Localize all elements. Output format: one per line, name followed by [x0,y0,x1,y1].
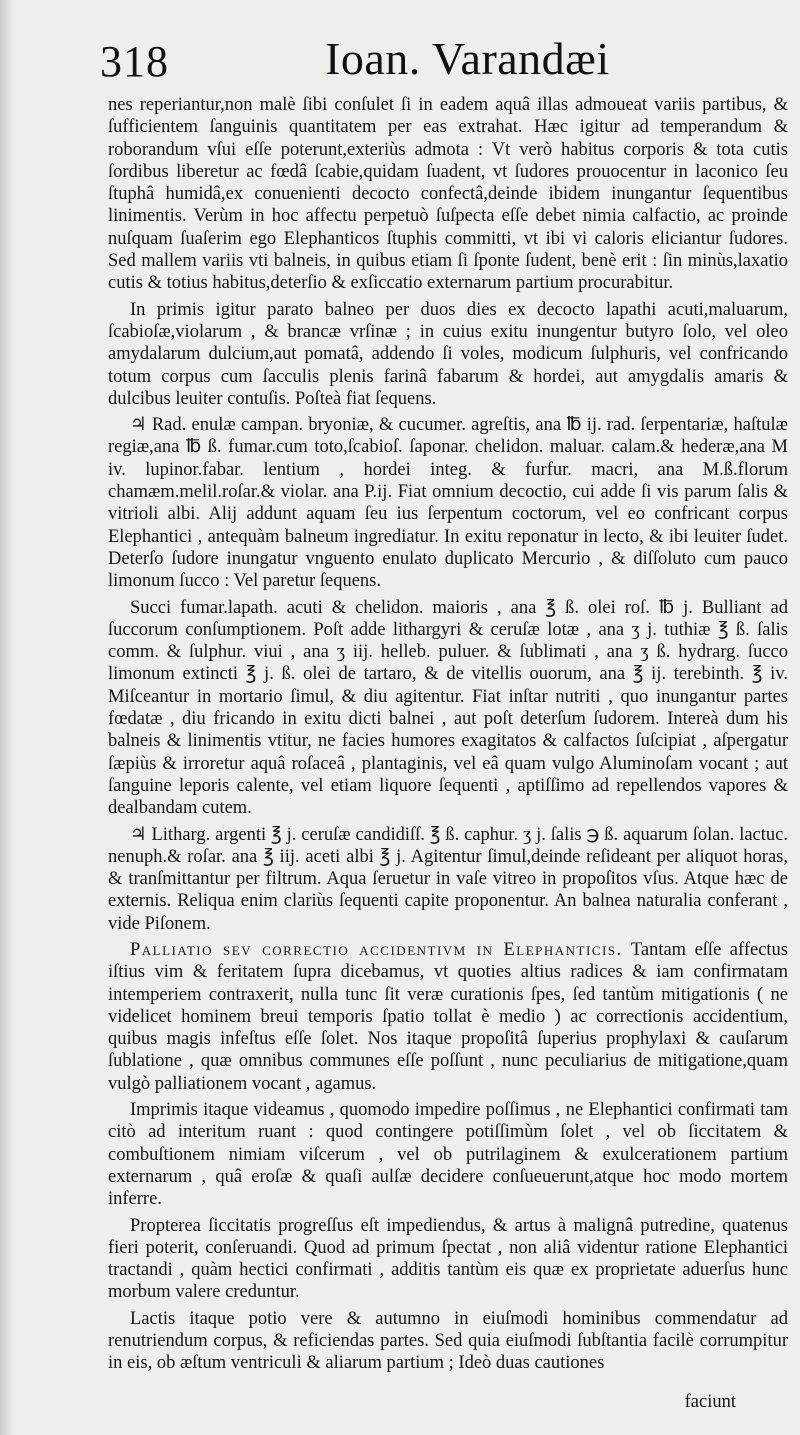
paragraph [108,1099,788,1210]
paragraph-text: Imprimis itaque videamus , quomodo impedire poſſimus , ne Elephantici confirmati tam citò ad interitum ruant : quod contingere potiſſimùm ſolet , vel ob ſiccitatem & combuſtionem nimiam viſcerum , vel ob putrilaginem & exulcerationem partium externarum , quâ eroſæ & quaſi aulſæ decidere conſueuerunt,atque hoc modo mortem inferre. [108,1100,788,1210]
section-heading: Palliatio sev correctio accidentivm in Elephanticis. [130,939,623,960]
paragraph [108,939,788,1095]
paragraph-text: Succi fumar.lapath. acuti & chelidon. maioris , ana ℥ ß. olei roſ. ℔ j. Bulliant ad ſuccorum conſumptionem. Poſt adde lithargyri & ceruſæ lotæ , ana ʒ j. tuthiæ ℥ ß. ſalis comm. & ſulphur. viui , ana ʒ iij. helleb. puluer. & ſublimati , ana ʒ ß. hydrarg. ſucco limonum extincti ℥ j. ß. olei de tartaro, & de vitellis ouorum, ana ℥ ij. terebinth. ℥ iv. Miſceantur in mortario ſimul, & diu agitentur. Fiat inſtar nutriti , quo inungantur partes fœdatæ , diu fricando in exitu dicti balnei , aut poſt deterſum ſudorem. Intereà dum his balneis & linimentis vtitur, ne facies humores exagitatos & calfactos ſuſcipiat , aſpergatur ſæpiùs & irroretur aquâ roſaceâ , plantaginis, vel eâ quam vulgo Aluminoſam vocant ; aut ſanguine leporis calente, vel etiam liquore ſequenti , aptiſſimo ad repellendos vapores & dealbandam cutem. [108,597,788,819]
page-header [100,32,790,92]
paragraph [108,1215,788,1304]
paragraph-text: ♃ Rad. enulæ campan. bryoniæ, & cucumer. agreſtis, ana ℔ ij. rad. ſerpentariæ, haſtulæ regiæ,ana ℔ ß. fumar.cum toto,ſcabioſ. ſaponar. chelidon. maluar. calam.& hederæ,ana M iv. lupinor.fabar. lentium , hordei integ. & furfur. macri, ana M.ß.florum chamæm.melil.roſar.& violar. ana P.ij. Fiat omnium decoctio, cui adde ſi vis parum ſalis & vitrioli albi. Alij addunt aquam ſeu ius ſerpentum coctorum, vel eo confricant corpus Elephantici , antequàm balneum ingrediatur. In exitu reponatur in lecto, & ibi leuiter ſudet. Deterſo ſudore inungatur vnguento enulato duplicato Mercurio , & diſſoluto cum pauco limonum ſucco : Vel paretur ſequens. [108,415,788,592]
paragraph-text: In primis igitur parato balneo per duos dies ex decocto lapathi acuti,maluarum, ſcabioſæ,violarum , & brancæ vrſinæ ; in cuius exitu inungentur butyro ſolo, vel oleo amydalarum dulcium,aut pomatâ, addendo ſi voles, modicum ſulphuris, vel confricando totum corpus cum ſacculis plenis farinâ fabarum & hordei, aut amygdalis amaris & dulcibus leuiter contuſis. Poſteà fiat ſequens. [108,299,788,409]
paragraph [108,597,788,820]
paragraph-text: Propterea ſiccitatis progreſſus eſt impediendus, & artus à malignâ putredine, quatenus fieri poterit, conſeruandi. Quod ad primum ſpectat , non aliâ videntur ratione Elephantici tractandi , quàm hectici confirmati , additis tantùm eis quæ ex proprietate aduerſus hunc morbum valere creduntur. [108,1215,788,1303]
catchword: faciunt [684,1392,736,1412]
paragraph-text: Tantam eſſe affectus iſtius vim & feritatem ſupra dicebamus, vt quoties altius radices & iam confirmatam intemperiem contraxerit, nulla tunc ſit veræ curationis ſpes, ſed tantùm mitigationis ( ne videlicet hominem breui temporis ſpatio tollat è medio ) ac correctionis accidentium, quibus magis infeſtus eſſe ſolet. Nos itaque propoſitâ ſuperius prophylaxi & cauſarum ſublatione , quæ omnibus communes eſſe poſſunt , nunc peculiarius de mitigatione,quam vulgò palliationem vocant , agamus. [108,939,788,1094]
paragraph [108,299,788,410]
paragraph [108,414,788,592]
paragraph [108,94,788,295]
paragraph-text: ♃ Litharg. argenti ℥ j. ceruſæ candidiſſ. ℥ ß. caphur. ʒ j. ſalis ℈ ß. aquarum ſolan. lactuc. nenuph.& roſar. ana ℥ iij. aceti albi ℥ j. Agitentur ſimul,deinde reſideant per aliquot horas, & tranſmittantur per filtrum. Aqua ſeruetur in vaſe vitreo in propoſitos vſus. Atque hæc de externis. Reliqua enim clariùs ſequenti capite proponentur. An balnea naturalia conferant , vide Piſonem. [108,824,788,934]
paragraph [108,1308,788,1375]
text-body [108,94,788,1379]
paragraph-text: Lactis itaque potio vere & autumno in eiuſmodi hominibus commendatur ad renutriendum corpus, & reficiendas partes. Sed quia eiuſmodi ſubſtantia facilè corrumpitur in eis, ob æſtum ventriculi & aliarum partium ; Ideò duas cautiones [108,1308,788,1374]
paragraph [108,824,788,935]
page-gutter-shadow [0,0,14,1435]
running-head: Ioan. Varandæi [325,33,610,84]
paragraph-text: nes reperiantur,non malè ſibi conſulet ſi in eadem aquâ illas admoueat variis partibus, & ſufficientem ſanguinis quantitatem per eas extrahat. Hæc igitur ad temperandum & roborandum vſui eſſe poterunt,exteriùs admota : Vt verò habitus corporis & tota cutis ſordibus liberetur ac fœdâ ſcabie,quidam ſuadent, vt ſudores prouocentur in laconico ſeu ſtuphâ humidâ,ex conuenienti decocto confectâ,deinde ibidem inungantur ſequentibus linimentis. Verùm in hoc affectu perpetuò ſuſpecta eſſe debet nimia calfactio, ac proinde nuſquam ſuaſerim ego Elephanticos ſtuphis committi, vt ibi vi caloris eliciantur ſudores. Sed mallem variis vti balneis, in quibus etiam ſi ſponte ſudent, benè erit : ſin minùs,laxatio cutis & totius habitus,deterſio & exſiccatio externarum partium procurabitur. [108,95,788,294]
page-number: 318 [100,37,169,86]
